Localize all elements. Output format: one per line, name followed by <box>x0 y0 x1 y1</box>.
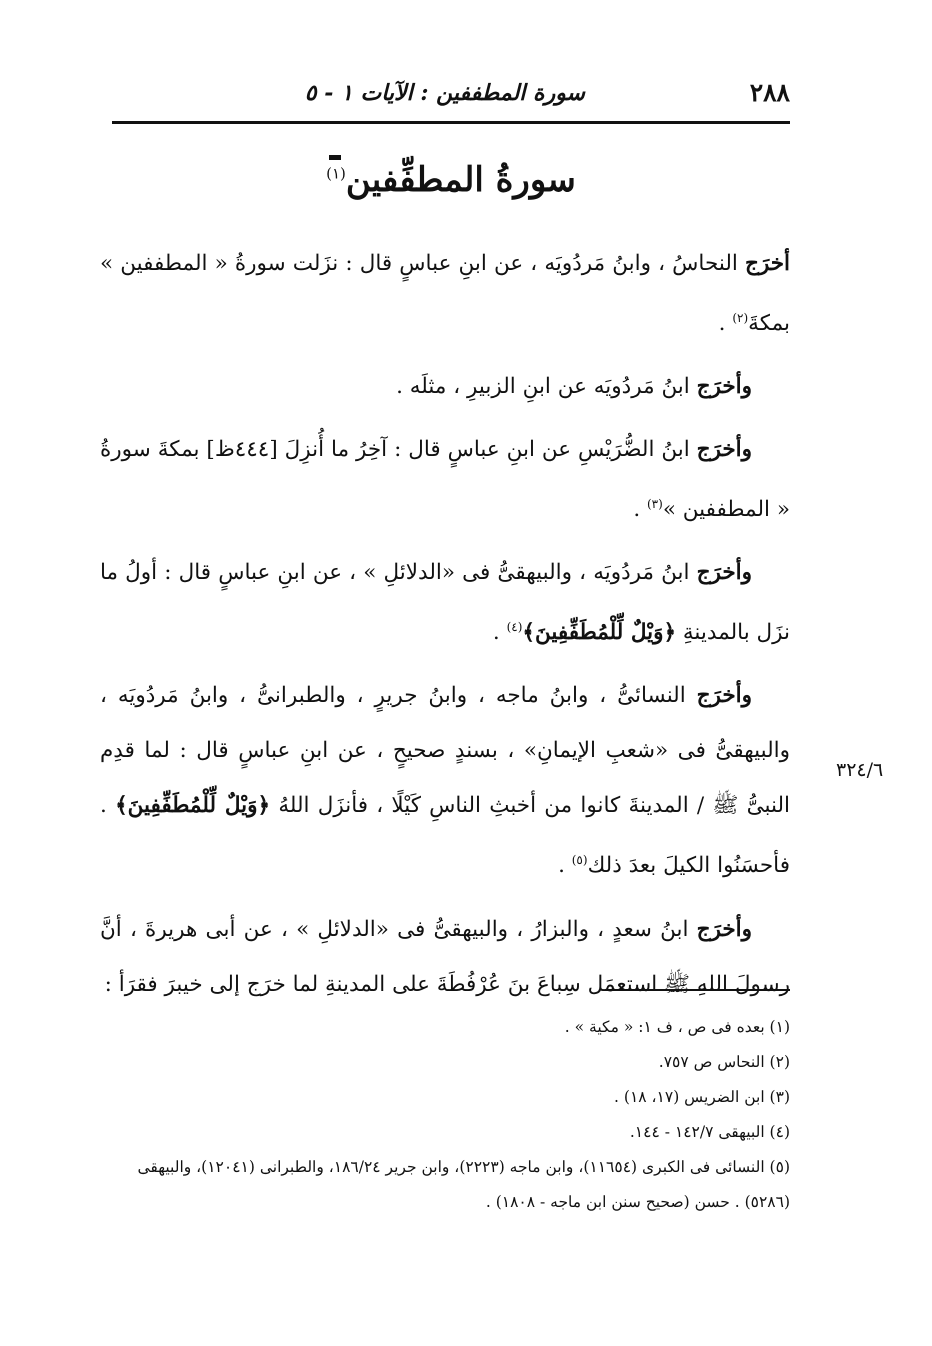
footnotes <box>100 1010 790 1220</box>
paragraph-lead: وأخرَج <box>696 437 752 463</box>
paragraph-text: . <box>633 497 647 523</box>
paragraph-lead: أخرَج <box>744 251 790 276</box>
paragraph-lead: وأخرَج <box>696 683 752 709</box>
footnote-ref: (٣) <box>646 497 663 512</box>
paragraph-4 <box>100 545 790 660</box>
paragraph-text: . <box>558 853 572 879</box>
paragraph-text: ابنُ مَردُويَه ، والبيهقىُّ فى «الدلائلِ » ، عن ابنِ عباسٍ قال : أولُ ما نزَل بالمدينةِ <box>100 560 790 646</box>
paragraph-2 <box>100 359 790 414</box>
footnote-ref: (٢) <box>732 311 749 325</box>
paragraph-text: النسائىُّ ، وابنُ ماجه ، وابنُ جريرٍ ، والطبرانىُّ ، وابنُ مَردُويَه ، والبيهقىُّ فى «شعبِ الإيمانِ» ، بسندٍ صحيحٍ ، عن ابنِ عباسٍ قال : لما قدِم النبىُّ ﷺ / المدينةَ كانوا من أخبثِ الناسِ كَيْلًا ، فأنزَل اللهُ <box>100 683 791 819</box>
margin-note: ٣٢٤/٦ <box>836 759 884 781</box>
paragraph-text: ابنُ الضُّرَيْسِ عن ابنِ عباسٍ قال : آخِرُ ما أُنزِلَ [٤٤٤ظ] بمكةَ سورةُ « المطففين » <box>100 437 790 523</box>
footnote-5: (٥) النسائى فى الكبرى (١١٦٥٤)، وابن ماجه (٢٢٢٣)، وابن جرير ١٨٦/٢٤، والطبرانى (١٢٠٤١)، والبيهقى (٥٢٨٦) . حسن (صحيح سنن ابن ماجه - ١٨٠٨) . <box>137 1158 790 1211</box>
surah-title-text: سورةُ المطفِّفين <box>345 160 576 200</box>
paragraph-text: ابنُ مَردُويَه عن ابنِ الزبيرِ ، مثلَه . <box>396 374 697 400</box>
title-footnote-ref: (١) <box>326 164 346 183</box>
footnote-rule <box>605 989 790 991</box>
paragraph-lead: وأخرَج <box>696 560 752 586</box>
body-text <box>100 236 790 1020</box>
footnote-4: (٤) البيهقى ١٤٢/٧ - ١٤٤. <box>629 1123 790 1141</box>
paragraph-text: ابنُ سعدٍ ، والبزارُ ، والبيهقىُّ فى «الدلائلِ » ، عن أبى هريرةَ ، أنَّ رسولَ اللهِ ﷺ استعمَل سِباعَ بنَ عُرْفُطَةَ على المدينةِ لما خرَج إلى خيبرَ فقرَأ : <box>100 916 790 997</box>
paragraph-text: . <box>718 311 733 337</box>
footnote-ref: (٥) <box>571 853 588 868</box>
surah-title <box>112 160 790 200</box>
paragraph-lead: وأخرَج <box>696 374 752 400</box>
running-title: سورة المطففين : الآيات ١ - ٥ <box>304 80 585 106</box>
header-rule <box>112 121 790 124</box>
page-number: ٢٨٨ <box>749 78 790 107</box>
paragraph-1 <box>100 236 790 351</box>
footnote-1: (١) بعده فى ص ، ف ١: « مكية » . <box>564 1018 790 1036</box>
paragraph-text: النحاسُ ، وابنُ مَردُويَه ، عن ابنِ عباسٍ قال : نزَلت سورةُ « المطففين » بمكةَ <box>100 251 790 337</box>
paragraph-6 <box>100 902 790 1012</box>
paragraph-3 <box>100 422 790 537</box>
paragraph-text: . فأحسَنُوا الكيلَ بعدَ ذلك <box>100 793 790 879</box>
footnote-2: (٢) النحاس ص ٧٥٧. <box>658 1053 790 1071</box>
page-header <box>112 78 790 114</box>
paragraph-lead: وأخرَج <box>696 916 752 942</box>
footnote-ref: (٤) <box>506 620 523 635</box>
paragraph-5 <box>100 668 790 893</box>
paragraph-text: . <box>492 620 507 646</box>
quran-verse: ﴿وَيْلٌ لِّلْمُطَفِّفِينَ﴾ <box>115 793 271 819</box>
footnote-3: (٣) ابن الضريس (١٧، ١٨) . <box>614 1088 790 1106</box>
quran-verse: ﴿وَيْلٌ لِّلْمُطَفِّفِينَ﴾ <box>522 620 677 646</box>
